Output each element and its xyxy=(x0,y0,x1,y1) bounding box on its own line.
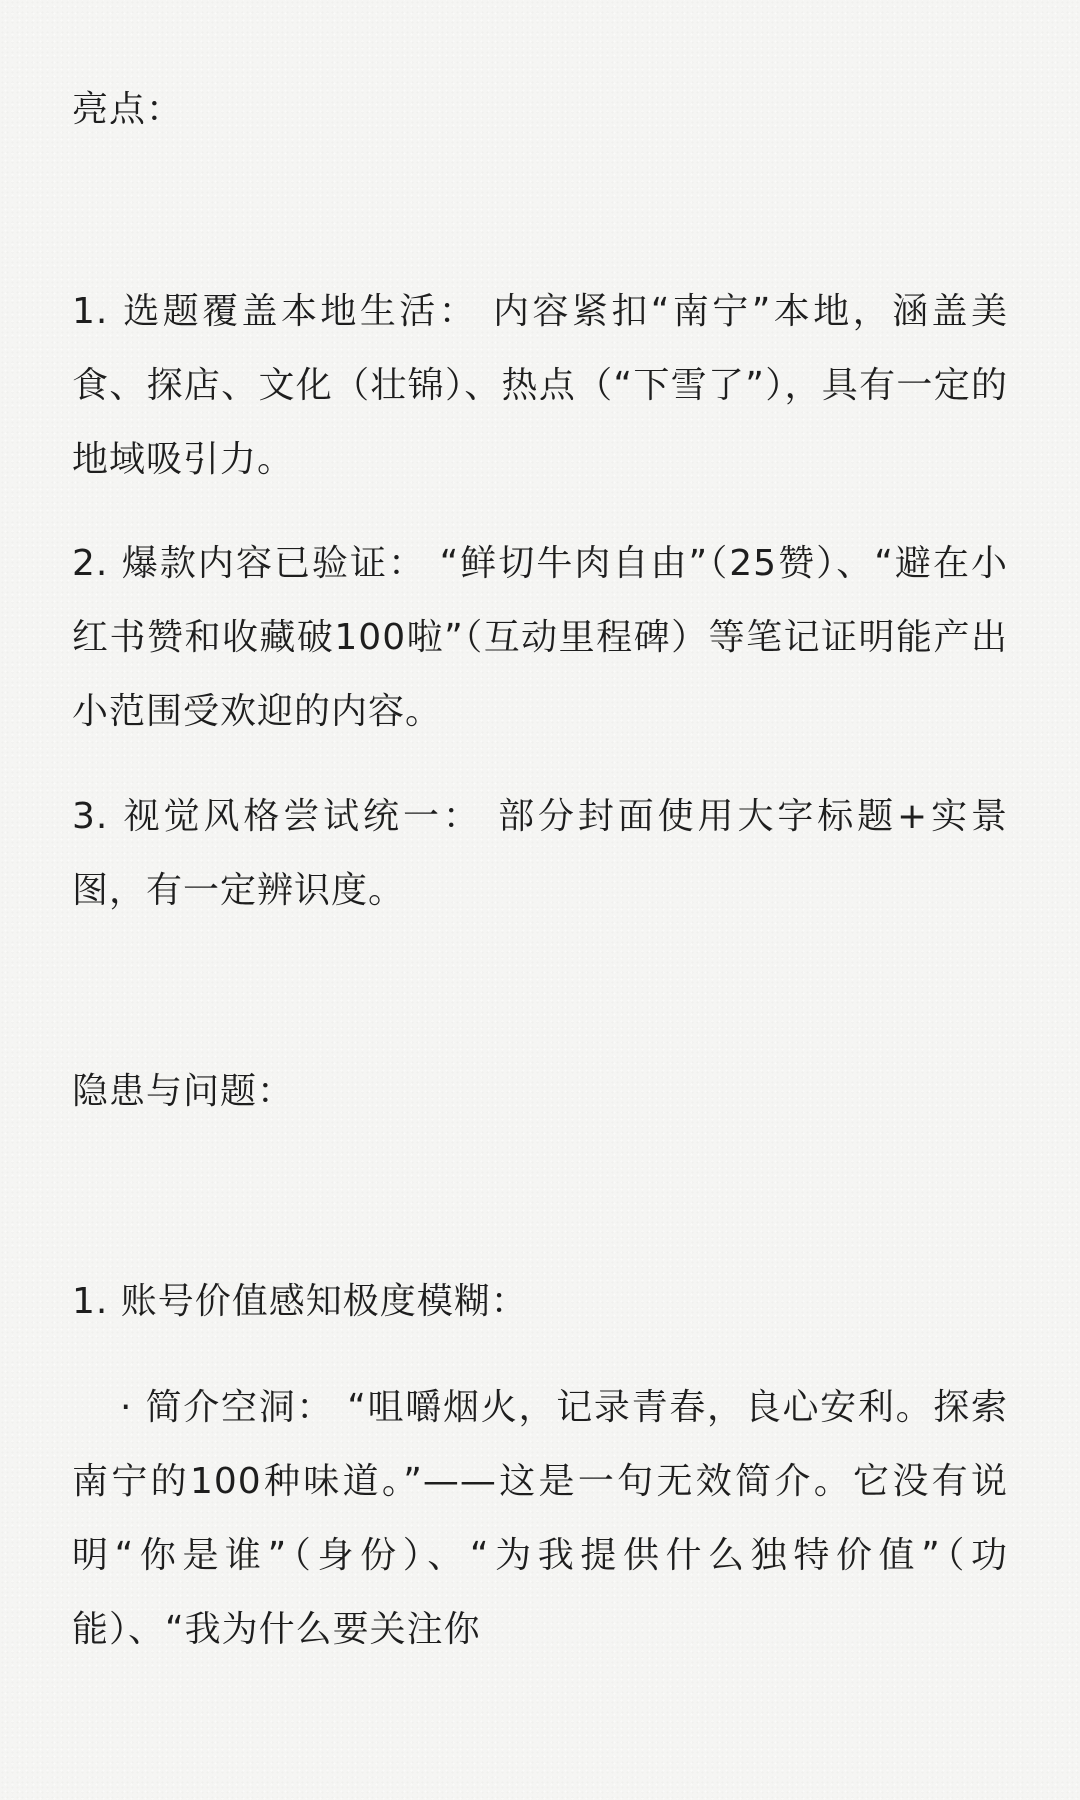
highlight-item-3: 3. 视觉风格尝试统一： 部分封面使用大字标题+实景图，有一定辨识度。 xyxy=(72,796,1008,911)
issues-heading: 隐患与问题： xyxy=(72,1071,295,1112)
highlights-heading: 亮点： xyxy=(72,89,184,130)
issue-bullet-empty-bio: · 简介空洞： “咀嚼烟火，记录青春，良心安利。探索南宁的100种味道。”——这是一句无效简介。它没有说明“你是谁”（身份）、“为我提供什么独特价值”（功能）、“我为什么要关注你 xyxy=(72,1387,1008,1650)
highlight-item-2: 2. 爆款内容已验证： “鲜切牛肉自由”（25赞）、“避在小红书赞和收藏破100啦”（互动里程碑）等笔记证明能产出小范围受欢迎的内容。 xyxy=(72,543,1008,732)
issue-subheading-1: 1. 账号价值感知极度模糊： xyxy=(72,1281,528,1322)
highlight-item-1: 1. 选题覆盖本地生活： 内容紧扣“南宁”本地，涵盖美食、探店、文化（壮锦）、热点（“下雪了”），具有一定的地域吸引力。 xyxy=(72,291,1008,480)
document-page xyxy=(72,0,1008,1800)
